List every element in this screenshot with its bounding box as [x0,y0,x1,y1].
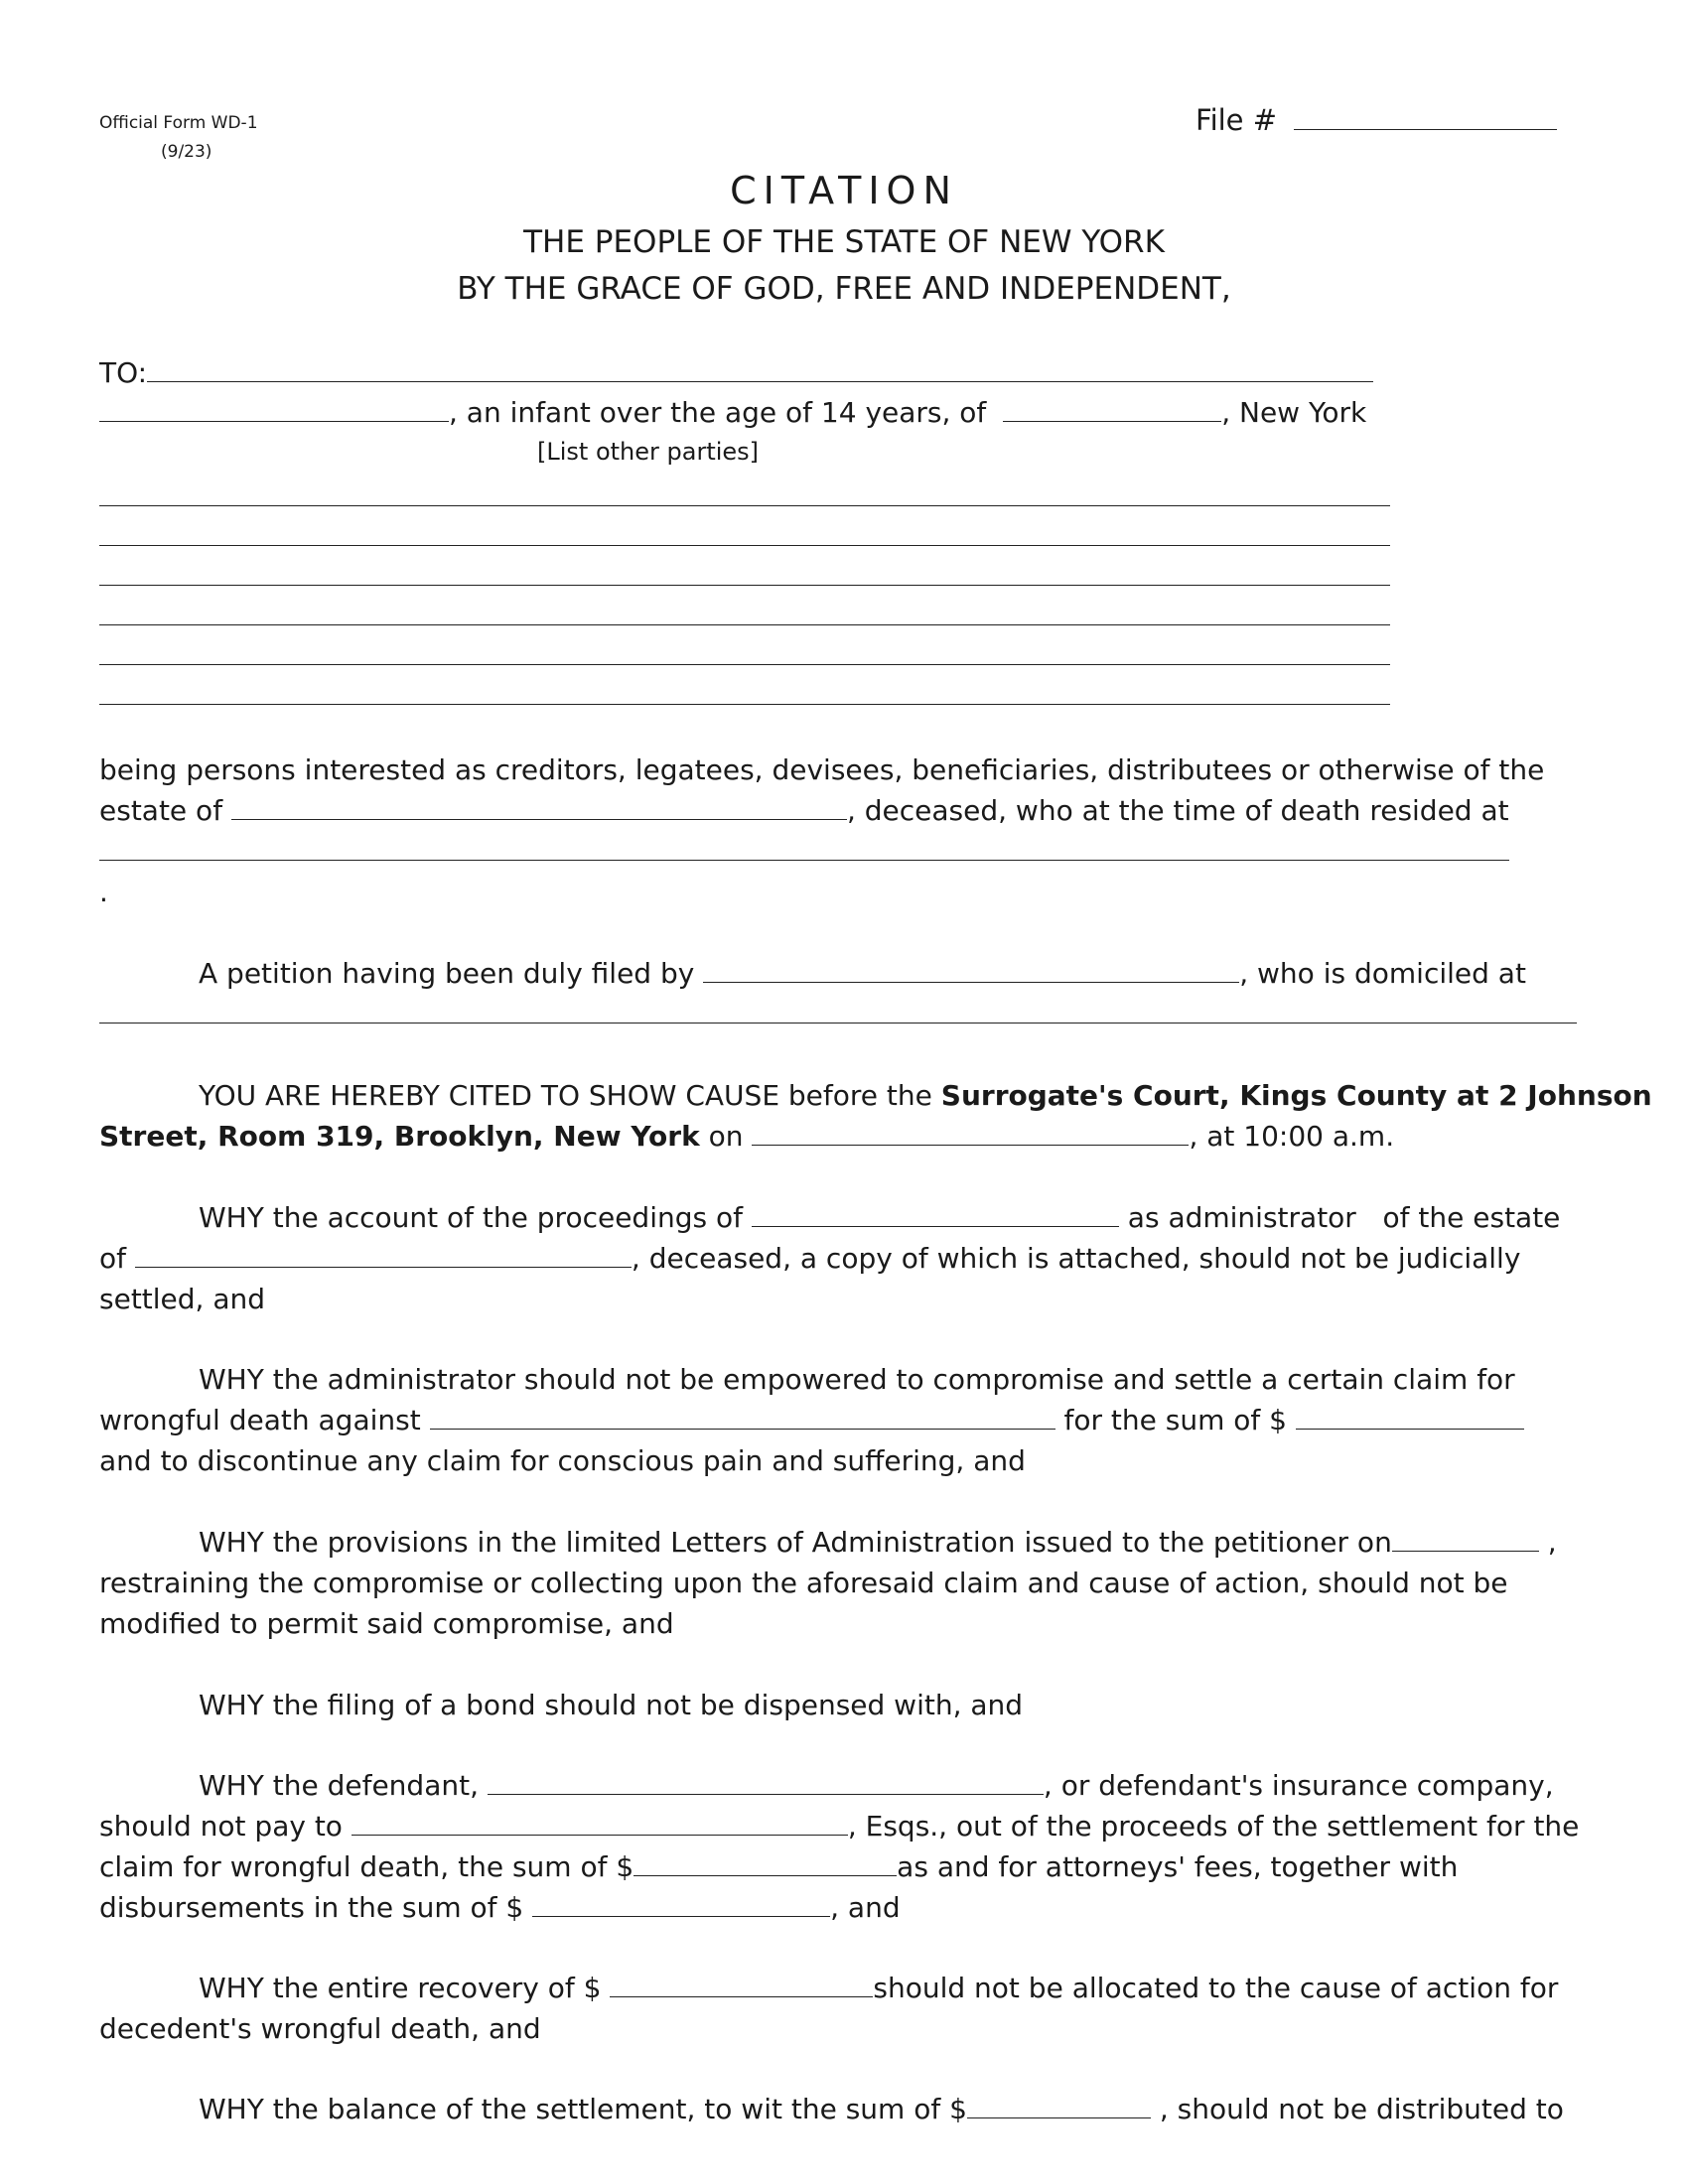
other-party-line-3[interactable] [99,585,1390,586]
cited-paragraph [99,1075,1652,1157]
settled-text: settled, and [99,1283,266,1315]
administrator-name-field[interactable] [752,1202,1119,1227]
why-defendant-paragraph [99,1765,1589,1928]
why-provisions-line-3: modified to permit said compromise, and [99,1607,674,1640]
hearing-time: , at 10:00 a.m. [1189,1120,1395,1153]
defendant-field[interactable] [430,1405,1055,1430]
esqs-text: , Esqs., out of the proceeds of the settlement for the [847,1810,1580,1843]
other-party-line-6[interactable] [99,704,1390,705]
disbursements-label: disbursements in the sum of $ [99,1891,524,1924]
form-id: Official Form WD-1 [99,113,258,133]
why-compromise-line-1: WHY the administrator should not be empowered to compromise and settle a certain claim for [199,1363,1515,1396]
infant-name-field[interactable] [99,397,449,422]
sum-label: for the sum of $ [1063,1404,1287,1436]
defendant-name-field[interactable] [488,1770,1044,1795]
fees-text: as and for attorneys' fees, together with [897,1850,1459,1883]
infant-line [99,396,1366,429]
claim-sum-field[interactable] [1296,1405,1524,1430]
interested-line-1: being persons interested as creditors, legatees, devisees, beneficiaries, distributees or otherwise of the [99,753,1545,786]
citation-title: CITATION [730,169,958,212]
interested-paragraph [99,750,1589,912]
balance-field[interactable] [967,2094,1151,2118]
why-provisions-lead: WHY the provisions in the limited Letters of Administration issued to the petitioner on [199,1526,1392,1559]
why-compromise-paragraph [99,1359,1589,1481]
petition-paragraph [99,953,1589,1034]
why-defendant-lead: WHY the defendant, [199,1769,479,1802]
other-party-line-4[interactable] [99,624,1390,625]
petition-filed-by: A petition having been duly filed by [199,957,695,990]
to-label: TO: [99,356,148,389]
other-party-line-2[interactable] [99,545,1390,546]
title-line-1: THE PEOPLE OF THE STATE OF NEW YORK [523,224,1165,260]
court-address-2: Street, Room 319, Brooklyn, New York [99,1120,700,1153]
and-text: , and [830,1891,901,1924]
why-recovery-lead: WHY the entire recovery of $ [199,1972,602,2004]
disbursements-field[interactable] [532,1892,830,1917]
why-recovery-paragraph [99,1968,1589,2049]
court-address-1: Surrogate's Court, Kings County at 2 Johnson [940,1079,1652,1112]
infant-text: , an infant over the age of 14 years, of [449,396,987,429]
other-party-line-1[interactable] [99,505,1390,506]
hearing-date-field[interactable] [752,1121,1189,1146]
insurance-text: , or defendant's insurance company, [1043,1769,1554,1802]
recovery-field[interactable] [610,1973,873,1997]
why-provisions-line-2: restraining the compromise or collecting upon the aforesaid claim and cause of action, should not be [99,1567,1508,1599]
why-compromise-line-3: and to discontinue any claim for conscious pain and suffering, and [99,1444,1026,1477]
cited-lead: YOU ARE HEREBY CITED TO SHOW CAUSE before the [199,1079,932,1112]
file-number [1196,103,1557,137]
estate-name-field[interactable] [135,1243,632,1268]
infant-city-field[interactable] [1003,397,1221,422]
pay-to-label: should not pay to [99,1810,343,1843]
attorneys-field[interactable] [352,1811,848,1836]
letters-date-field[interactable] [1392,1527,1539,1552]
why-balance-paragraph [99,2089,1589,2129]
file-number-field[interactable] [1294,105,1557,130]
why-provisions-paragraph [99,1522,1589,1644]
why-bond-line: WHY the filing of a bond should not be dispensed with, and [199,1689,1024,1721]
deceased-copy-text: , deceased, a copy of which is attached, should not be judicially [631,1242,1521,1275]
as-administrator-text: as administrator of the estate [1127,1201,1561,1234]
title-line-2: BY THE GRACE OF GOD, FREE AND INDEPENDENT, [457,271,1231,307]
to-line [99,356,1373,389]
decedent-name-field[interactable] [231,795,847,820]
why-bond-paragraph [99,1685,1589,1725]
domicile-field[interactable] [99,999,1577,1024]
residence-field[interactable] [99,836,1509,861]
deceased-resided-text: , deceased, who at the time of death resided at [846,794,1509,827]
why-recovery-line-2: decedent's wrongful death, and [99,2012,541,2045]
attorney-fee-field[interactable] [633,1851,897,1876]
against-label: wrongful death against [99,1404,421,1436]
file-number-label: File # [1196,103,1278,137]
to-field[interactable] [147,357,1373,382]
petitioner-field[interactable] [703,958,1239,983]
of-label: of [99,1242,126,1275]
form-date: (9/23) [161,142,212,162]
estate-of-label: estate of [99,794,223,827]
list-other-parties-note: [List other parties] [537,438,760,466]
why-balance-lead: WHY the balance of the settlement, to wit the sum of $ [199,2093,967,2125]
state-text: , New York [1221,396,1367,429]
allocated-text: should not be allocated to the cause of action for [873,1972,1559,2004]
on-label: on [708,1120,744,1153]
why-balance-tail: , should not be distributed to [1150,2093,1564,2125]
comma: , [1547,1526,1557,1559]
interested-line-2 [99,790,1589,831]
why-account-lead: WHY the account of the proceedings of [199,1201,743,1234]
other-party-line-5[interactable] [99,664,1390,665]
domiciled-text: , who is domiciled at [1239,957,1526,990]
claim-sum-label: claim for wrongful death, the sum of $ [99,1850,634,1883]
period: . [99,876,108,908]
why-account-paragraph [99,1197,1589,1319]
